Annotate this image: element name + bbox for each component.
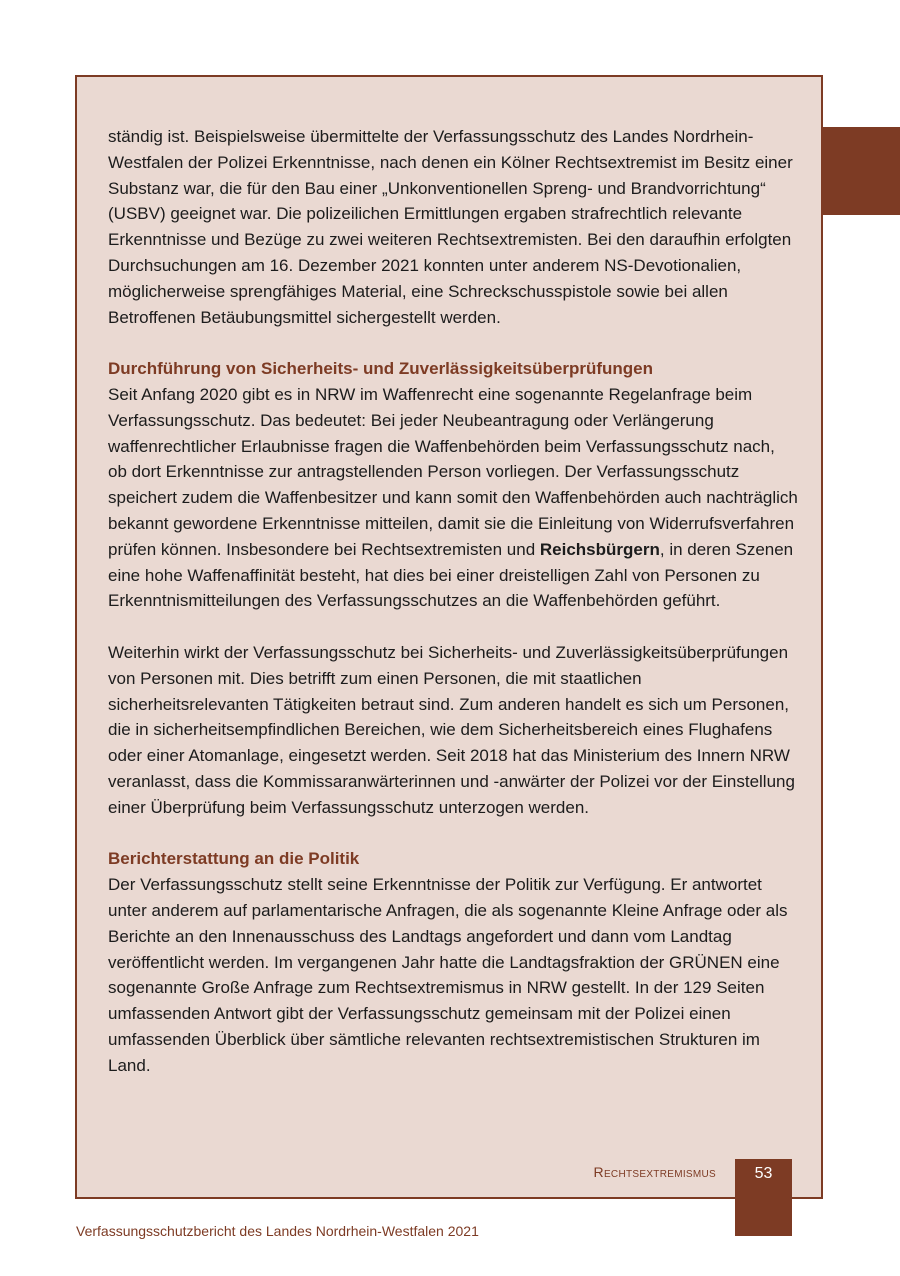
reichsbuerger-term: Reichsbürgern — [539, 539, 660, 559]
report-caption: Verfassungsschutzbericht des Landes Nordrhein-Westfalen 2021 — [76, 1223, 479, 1239]
weapons-law-text-start: Seit Anfang 2020 gibt es in NRW im Waffenrecht eine sogenannte Regelanfrage beim Verfassungsschutz. Das bedeutet: Bei jeder Neubeantragung oder Verlängerung waffenrechtlicher Erlaubnisse fragen die Waffenbehörden beim Verfassungsschutz nach, ob dort Erkenntnisse zur antragstellenden Person vorliegen. Der Verfassungsschutz speichert zudem die Waffenbesitzer und kann somit den Waffenbehörden auch nachträglich bekannt gewordene Erkenntnisse mitteilen, damit sie die Einleitung von Widerrufsverfahren prüfen können. Insbesondere bei Rechtsextremisten und — [108, 384, 798, 559]
chapter-side-tab — [823, 127, 900, 215]
intro-paragraph: ständig ist. Beispielsweise übermittelte der Verfassungsschutz des Landes Nordrhein-Westfalen der Polizei Erkenntnisse, nach denen ein Kölner Rechtsextremist im Besitz einer Substanz war, die für den Bau einer „Unkonventionellen Spreng- und Brandvorrichtung“ (USBV) geeignet war. Die polizeilichen Ermittlungen ergaben strafrechtlich relevante Erkenntnisse und Bezüge zu zwei weiteren Rechtsextremisten. Bei den daraufhin erfolgten Durchsuchungen am 16. Dezember 2021 konnten unter anderem NS-Devotionalien, möglicherweise sprengfähiges Material, eine Schreckschusspistole sowie bei allen Betroffenen Betäubungsmittel sichergestellt werden. — [108, 127, 793, 327]
page-body — [108, 124, 798, 1078]
section-heading-politics-reporting: Berichterstattung an die Politik — [108, 849, 360, 869]
weapons-law-text-end: , in deren Szenen eine hohe Waffenaffinität besteht, hat dies bei einer dreistelligen Zahl von Personen zu Erkenntnismitteilungen des Verfassungsschutzes an die Waffenbehörden geführt. — [108, 539, 794, 611]
section-heading-security-checks: Durchführung von Sicherheits- und Zuverlässigkeitsüberprüfungen — [108, 359, 654, 379]
politics-reporting-paragraph: Der Verfassungsschutz stellt seine Erkenntnisse der Politik zur Verfügung. Er antwortet unter anderem auf parlamentarische Anfragen, die als sogenannte Kleine Anfrage oder als Berichte an den Innenausschuss des Landtags angefordert und dann vom Landtag veröffentlicht werden. Im vergangenen Jahr hatte die Landtagsfraktion der GRÜNEN eine sogenannte Große Anfrage zum Rechtsextremismus in NRW gestellt. In der 129 Seiten umfassenden Antwort gibt der Verfassungsschutz gemeinsam mit der Polizei einen umfassenden Überblick über sämtliche relevanten rechtsextremistischen Strukturen im Land. — [108, 875, 788, 1075]
page-number-box — [735, 1159, 792, 1236]
page-number: 53 — [754, 1165, 773, 1182]
security-checks-paragraph: Weiterhin wirkt der Verfassungsschutz bei Sicherheits- und Zuverlässigkeitsüberprüfungen von Personen mit. Dies betrifft zum einen Personen, die mit staatlichen sicherheitsrelevanten Tätigkeiten betraut sind. Zum anderen handelt es sich um Personen, die in sicherheitsempfindlichen Bereichen, wie dem Sicherheitsbereich eines Flughafens oder einer Atomanlage, eingesetzt werden. Seit 2018 hat das Ministerium des Innern NRW veranlasst, dass die Kommissaranwärterinnen und -anwärter der Polizei vor der Einstellung einer Überprüfung beim Verfassungsschutz unterzogen werden. — [108, 642, 795, 817]
weapons-law-paragraph — [108, 382, 798, 614]
footer-section-label: Rechtsextremismus — [593, 1164, 716, 1180]
